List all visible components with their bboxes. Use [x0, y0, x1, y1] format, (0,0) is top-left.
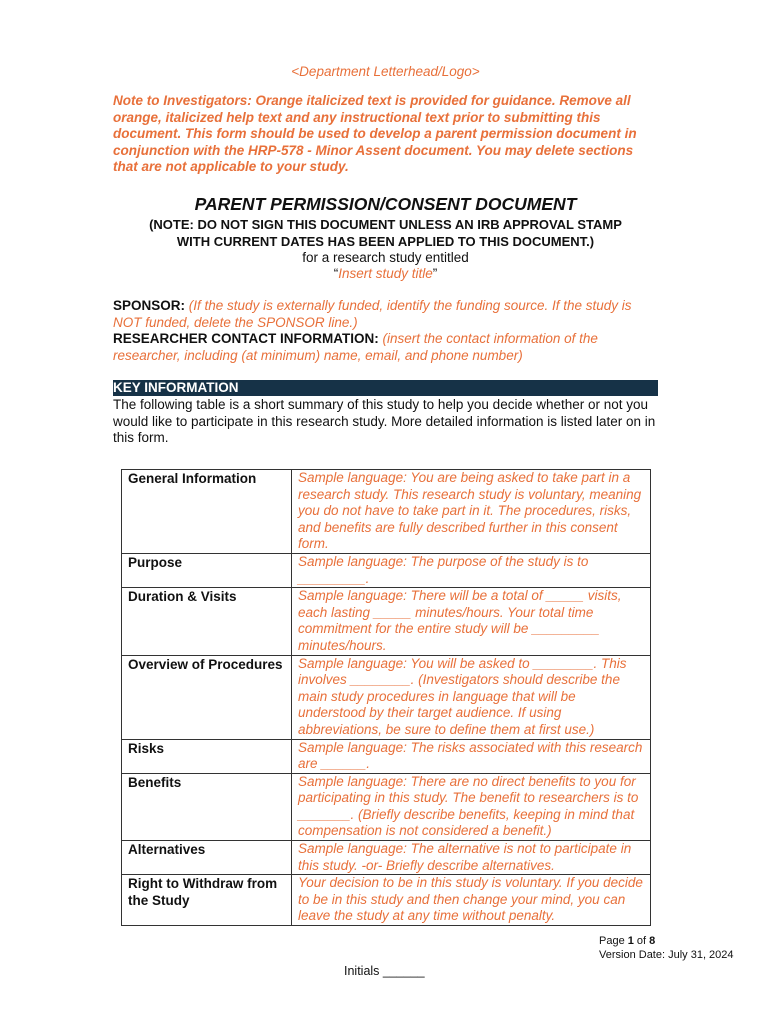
table-row	[122, 875, 651, 926]
table-row	[122, 841, 651, 875]
sponsor-guidance: (If the study is externally funded, identify the funding source. If the study is NOT funded, delete the SPONSOR line.)	[113, 298, 632, 330]
row-value: Sample language: The alternative is not to participate in this study. -or- Briefly describe alternatives.	[292, 841, 651, 875]
row-value: Sample language: There will be a total of _____ visits, each lasting _____ minutes/hours. Your total time commitment for the entire study will be _________ minutes/hours.	[292, 588, 651, 655]
row-value: Sample language: The purpose of the study is to _________.	[292, 553, 651, 587]
row-value: Sample language: You will be asked to ________. This involves ________. (Investigators should describe the main study procedures in language that will be understood by their target audience. If using abbreviations, be sure to define them at first use.)	[292, 655, 651, 739]
page-prefix: Page	[599, 935, 628, 947]
table-row	[122, 773, 651, 840]
row-label: Purpose	[122, 553, 292, 587]
researcher-contact-section	[113, 331, 658, 364]
department-letterhead: <Department Letterhead/Logo>	[291, 64, 480, 79]
row-label: Risks	[122, 739, 292, 773]
page-total: 8	[649, 935, 656, 947]
table-row	[122, 470, 651, 554]
researcher-contact-label: RESEARCHER CONTACT INFORMATION:	[113, 331, 379, 346]
study-title-placeholder: Insert study title	[338, 266, 433, 281]
row-value: Sample language: The risks associated with this research are ______.	[292, 739, 651, 773]
table-row	[122, 655, 651, 739]
key-information-table	[121, 469, 651, 926]
initials-field: Initials ______	[344, 964, 425, 978]
row-value: Sample language: You are being asked to take part in a research study. This research study is voluntary, meaning you do not have to take part in it. The procedures, risks, and benefits are fully described further in this consent form.	[292, 470, 651, 554]
page-number	[599, 935, 655, 947]
sponsor-section	[113, 298, 658, 331]
row-label: Overview of Procedures	[122, 655, 292, 739]
page-of: of	[633, 935, 650, 947]
row-label: Alternatives	[122, 841, 292, 875]
irb-note-line-2: WITH CURRENT DATES HAS BEEN APPLIED TO THIS DOCUMENT.)	[176, 233, 595, 249]
row-value: Sample language: There are no direct benefits to you for participating in this study. The benefit to researchers is to _______. (Briefly describe benefits, keeping in mind that compensation is not considered a benefit.)	[292, 773, 651, 840]
table-row	[122, 553, 651, 587]
key-information-header: KEY INFORMATION	[113, 380, 658, 396]
investigator-note: Note to Investigators: Orange italicized text is provided for guidance. Remove all orange, italicized help text and any instructional text prior to submitting this document. This form should be used to develop a parent permission document in conjunction with the HRP-578 - Minor Assent document. You may delete sections that are not applicable to your study.	[113, 93, 637, 175]
irb-note-line-1: (NOTE: DO NOT SIGN THIS DOCUMENT UNLESS AN IRB APPROVAL STAMP	[149, 217, 622, 232]
table-row	[122, 739, 651, 773]
researcher-contact-guidance: (insert the contact information of the researcher, including (at minimum) name, email, and phone number)	[113, 331, 598, 363]
key-information-intro: The following table is a short summary of this study to help you decide whether or not you would like to participate in this research study. More detailed information is listed later on in this form.	[113, 397, 656, 446]
row-value: Your decision to be in this study is voluntary. If you decide to be in this study and then change your mind, you can leave the study at any time without penalty.	[292, 875, 651, 926]
document-title: PARENT PERMISSION/CONSENT DOCUMENT	[194, 194, 577, 214]
row-label: Right to Withdraw from the Study	[122, 875, 292, 926]
version-date: Version Date: July 31, 2024	[599, 949, 734, 961]
page-current: 1	[627, 935, 634, 947]
table-row	[122, 588, 651, 655]
row-label: Benefits	[122, 773, 292, 840]
open-quote: “	[333, 266, 339, 281]
study-title-line	[113, 266, 658, 283]
row-label: General Information	[122, 470, 292, 554]
sponsor-label: SPONSOR:	[113, 298, 186, 313]
irb-approval-note	[113, 217, 658, 250]
close-quote: ”	[432, 266, 438, 281]
entitled-text: for a research study entitled	[302, 250, 469, 265]
row-label: Duration & Visits	[122, 588, 292, 655]
